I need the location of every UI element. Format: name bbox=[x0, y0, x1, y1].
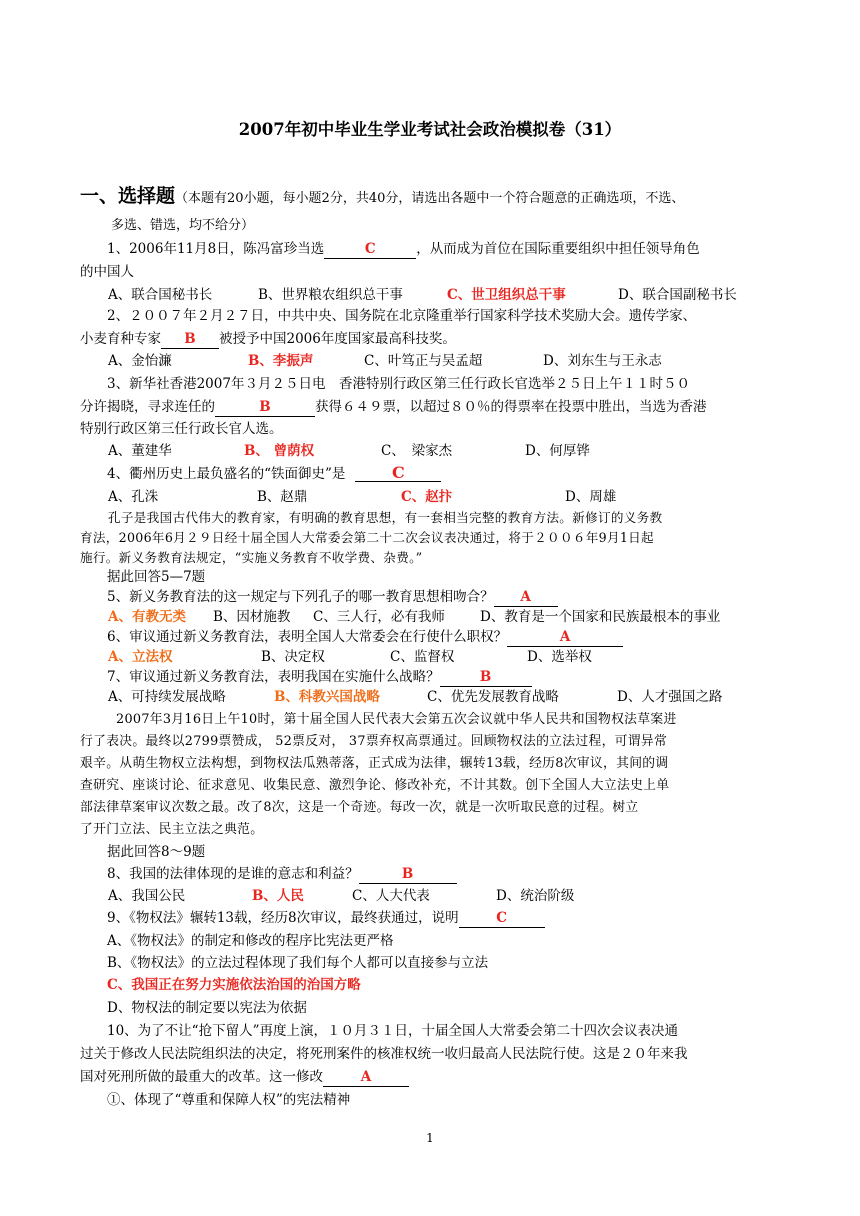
material-2-line-4: 查研究、座谈讨论、征求意见、收集民意、激烈争论、修改补充，不计其数。创下全国人大立法史上单 bbox=[80, 778, 670, 793]
question-4 bbox=[107, 464, 441, 484]
q7-answer: B bbox=[440, 669, 532, 687]
material-1-line-1: 孔子是我国古代伟大的教育家，有明确的教育思想，有一套相当完整的教育方法。新修订的义务教 bbox=[108, 510, 663, 525]
q10-answer: A bbox=[323, 1069, 409, 1087]
q1-stem-cont: ，从而成为首位在国际重要组织中担任领导角色 bbox=[416, 241, 700, 257]
q2-stem-cont: 被授予中国2006年度国家最高科技奖。 bbox=[219, 331, 456, 347]
q2-option-b: B、李振声 bbox=[248, 353, 314, 369]
q2-options bbox=[0, 351, 860, 371]
q3-option-c: C、 梁家杰 bbox=[381, 443, 453, 459]
q5-option-c: C、三人行，必有我师 bbox=[313, 609, 445, 625]
q4-option-d: D、周雄 bbox=[565, 489, 617, 505]
q1-option-c: C、世卫组织总干事 bbox=[447, 287, 566, 303]
q5-options bbox=[0, 607, 860, 627]
question-2: 2、２００７年２月２７日，中共中央、国务院在北京隆重举行国家科学技术奖励大会。遗传学家、 bbox=[107, 308, 697, 324]
question-9 bbox=[107, 908, 545, 928]
question-5 bbox=[107, 587, 558, 607]
q5-option-b: B、因材施教 bbox=[213, 609, 291, 625]
q2-answer: B bbox=[161, 331, 219, 349]
q6-stem: 6、审议通过新义务教育法，表明全国人大常委会在行使什么职权？ bbox=[107, 629, 508, 645]
question-2-cont bbox=[80, 329, 456, 349]
q7-option-b: B、科教兴国战略 bbox=[274, 689, 380, 705]
q3-stem-cont: 获得６４９票，以超过８０％的得票率在投票中胜出，当选为香港 bbox=[315, 399, 707, 415]
material-2-line-5: 部法律草案审议次数之最。改了8次，这是一个奇迹。每改一次，就是一次听取民意的过程。树立 bbox=[80, 800, 639, 815]
q7-options bbox=[0, 687, 860, 707]
q4-answer: C bbox=[355, 464, 441, 482]
question-8 bbox=[107, 864, 457, 884]
q4-option-b: B、赵鼎 bbox=[257, 489, 308, 505]
q8-answer: B bbox=[359, 866, 457, 884]
q4-options bbox=[0, 487, 860, 507]
q6-option-a: A、立法权 bbox=[108, 649, 173, 665]
q2-option-c: C、叶笃正与吴孟超 bbox=[364, 353, 483, 369]
q3-stem-end: 特别行政区第三任行政长官人选。 bbox=[80, 421, 283, 437]
section-heading: 一、选择题 bbox=[80, 185, 176, 207]
question-10-cont-2 bbox=[80, 1067, 409, 1087]
question-10-cont: 过关于修改人民法院组织法的决定，将死刑案件的核准权统一收归最高人民法院行使。这是２０年来我 bbox=[80, 1046, 688, 1062]
q5-option-d: D、教育是一个国家和民族最根本的事业 bbox=[480, 609, 721, 625]
q9-option-d: D、物权法的制定要以宪法为依据 bbox=[107, 1000, 307, 1016]
q4-stem: 4、衢州历史上最负盛名的“铁面御史”是 bbox=[107, 466, 346, 482]
section-heading-line bbox=[80, 186, 684, 206]
q4-option-c: C、赵抃 bbox=[401, 489, 453, 505]
q9-option-c: C、我国正在努力实施依法治国的治国方略 bbox=[107, 977, 361, 993]
material-1-prompt: 据此回答5—7题 bbox=[107, 569, 206, 585]
q9-option-b: B、《物权法》的立法过程体现了我们每个人都可以直接参与立法 bbox=[107, 955, 489, 971]
q3-option-d: D、何厚铧 bbox=[525, 443, 590, 459]
q6-option-c: C、监督权 bbox=[390, 649, 455, 665]
q8-options bbox=[0, 886, 860, 906]
question-3-cont bbox=[80, 397, 707, 417]
q1-stem-end: 的中国人 bbox=[80, 264, 134, 280]
section-note-cont: 多选、错选，均不给分） bbox=[111, 218, 255, 233]
page-title: 2007年初中毕业生学业考试社会政治模拟卷（31） bbox=[238, 120, 622, 139]
q9-option-a: A、《物权法》的制定和修改的程序比宪法更严格 bbox=[107, 933, 394, 949]
material-2-line-1: 2007年3月16日上午10时，第十届全国人民代表大会第五次会议就中华人民共和国物权法草案进 bbox=[116, 712, 677, 727]
q7-stem: 7、审议通过新义务教育法，表明我国在实施什么战略？ bbox=[107, 669, 440, 685]
q1-options bbox=[0, 285, 860, 305]
q3-options bbox=[0, 441, 860, 461]
material-1-line-2: 育法，2006年6月２９日经十届全国人大常委会第二十二次会议表决通过，将于２００６年9月1日起 bbox=[80, 530, 654, 545]
material-2-line-2: 行了表决。最终以2799票赞成， 52票反对， 37票弃权高票通过。回顾物权法的立法过程，可谓异常 bbox=[80, 734, 668, 749]
q3-answer: B bbox=[215, 399, 315, 417]
material-1-line-3: 施行。新义务教育法规定，“实施义务教育不收学费、杂费。” bbox=[80, 550, 423, 565]
q6-options bbox=[0, 647, 860, 667]
q7-option-d: D、人才强国之路 bbox=[617, 689, 723, 705]
material-2-line-3: 艰辛。从萌生物权立法构想，到物权法瓜熟蒂落，正式成为法律，辗转13载，经历8次审议，其间的调 bbox=[80, 756, 669, 771]
q9-answer: C bbox=[459, 910, 545, 928]
q6-option-b: B、决定权 bbox=[261, 649, 325, 665]
q2-stem: 小麦育种专家 bbox=[80, 331, 161, 347]
q1-option-a: A、联合国秘书长 bbox=[108, 287, 213, 303]
q4-option-a: A、孔洙 bbox=[108, 489, 159, 505]
q10-item-1: ①、体现了“尊重和保障人权”的宪法精神 bbox=[107, 1092, 351, 1108]
q7-option-c: C、优先发展教育战略 bbox=[427, 689, 559, 705]
q8-option-a: A、我国公民 bbox=[108, 888, 186, 904]
q3-option-a: A、董建华 bbox=[108, 443, 172, 459]
question-3: 3、新华社香港2007年３月２５日电 香港特别行政区第三任行政长官选举２５日上午１１时５０ bbox=[107, 376, 690, 392]
q1-option-d: D、联合国副秘书长 bbox=[618, 287, 737, 303]
question-10: 10、为了不让“抢下留人”再度上演，１０月３１日，十届全国人大常委会第二十四次会议表决通 bbox=[107, 1023, 678, 1039]
q9-stem: 9、《物权法》辗转13载，经历8次审议，最终获通过，说明 bbox=[107, 910, 459, 926]
material-2-prompt: 据此回答8～9题 bbox=[107, 844, 206, 860]
q1-answer: C bbox=[324, 241, 416, 259]
q3-stem: 分许揭晓，寻求连任的 bbox=[80, 399, 215, 415]
q2-option-d: D、刘东生与王永志 bbox=[543, 353, 662, 369]
question-7 bbox=[107, 667, 532, 687]
question-1 bbox=[107, 239, 700, 259]
q2-option-a: A、金怡濂 bbox=[108, 353, 172, 369]
q8-option-b: B、人民 bbox=[252, 888, 304, 904]
q6-option-d: D、选举权 bbox=[527, 649, 592, 665]
section-note: （本题有20小题，每小题2分，共40分，请选出各题中一个符合题意的正确选项，不选、 bbox=[175, 191, 685, 206]
q8-option-c: C、人大代表 bbox=[352, 888, 430, 904]
q10-stem: 国对死刑所做的最重大的改革。这一修改 bbox=[80, 1069, 323, 1085]
q5-option-a: A、有教无类 bbox=[108, 609, 186, 625]
q5-answer: A bbox=[494, 589, 558, 607]
q7-option-a: A、可持续发展战略 bbox=[108, 689, 226, 705]
q5-stem: 5、新义务教育法的这一规定与下列孔子的哪一教育思想相吻合？ bbox=[107, 589, 494, 605]
material-2-line-6: 了开门立法、民主立法之典范。 bbox=[80, 822, 264, 837]
q6-answer: A bbox=[507, 629, 623, 647]
question-6 bbox=[107, 627, 623, 647]
q3-option-b: B、 曾荫权 bbox=[244, 443, 315, 459]
q8-option-d: D、统治阶级 bbox=[496, 888, 575, 904]
q1-option-b: B、世界粮农组织总干事 bbox=[258, 287, 403, 303]
q8-stem: 8、我国的法律体现的是谁的意志和利益？ bbox=[107, 866, 359, 882]
page-number: 1 bbox=[426, 1131, 434, 1145]
q1-stem: 1、2006年11月8日，陈冯富珍当选 bbox=[107, 241, 325, 257]
